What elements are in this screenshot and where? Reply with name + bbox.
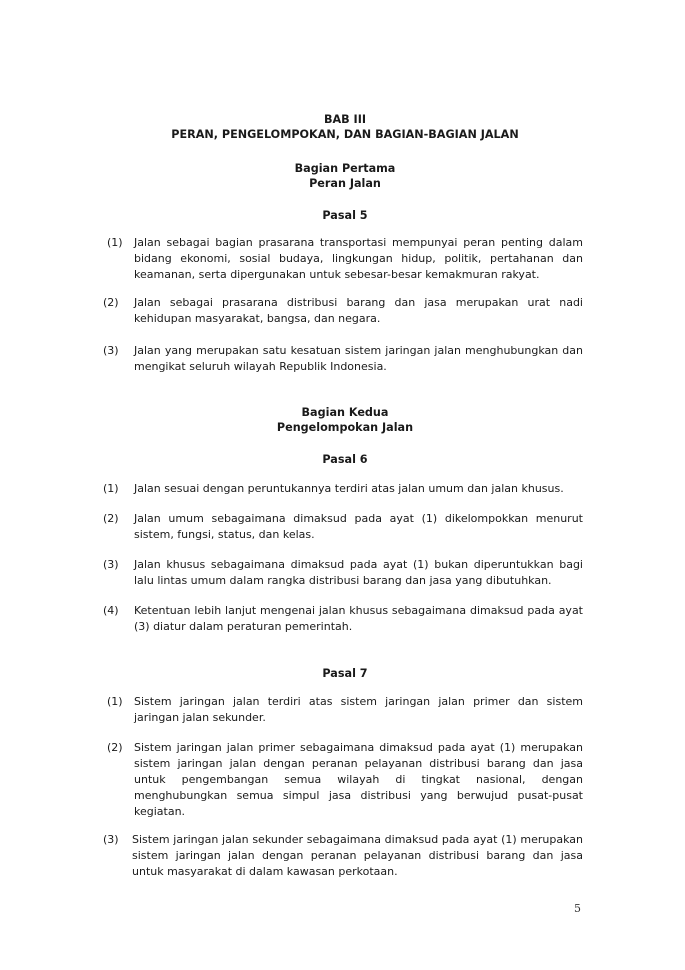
page-number: 5 (574, 902, 581, 915)
section-subheading: Pengelompokan Jalan (276, 421, 414, 434)
paragraph-text: Jalan sebagai prasarana distribusi barang dan jasa merupakan urat nadi kehidupan masyarakat, bangsa, dan negara. (134, 296, 583, 325)
article-title: Pasal 7 (322, 667, 368, 680)
paragraph-number: (3) (103, 833, 119, 846)
paragraph-text: Jalan sesuai dengan peruntukannya terdiri atas jalan umum dan jalan khusus. (134, 482, 564, 495)
paragraph-text: Jalan khusus sebagaimana dimaksud pada ayat (1) bukan diperuntukkan bagi lalu lintas umum dalam rangka distribusi barang dan jasa yang dibutuhkan. (134, 558, 583, 587)
paragraph-text: Ketentuan lebih lanjut mengenai jalan khusus sebagaimana dimaksud pada ayat (3) diatur dalam peraturan pemerintah. (134, 604, 583, 633)
paragraph-text: Sistem jaringan jalan primer sebagaimana dimaksud pada ayat (1) merupakan sistem jaringan jalan dengan peranan pelayanan distribusi barang dan jasa untuk pengembangan semua wilayah di tingkat nasional, dengan menghubungkan semua simpul jasa distribusi yang berwujud pusat-pusat kegiatan. (134, 741, 583, 818)
paragraph-number: (1) (107, 236, 123, 249)
paragraph-number: (2) (103, 296, 119, 309)
paragraph-number: (4) (103, 604, 119, 617)
paragraph-text: Jalan yang merupakan satu kesatuan sistem jaringan jalan menghubungkan dan mengikat seluruh wilayah Republik Indonesia. (134, 344, 583, 373)
paragraph-number: (1) (107, 695, 123, 708)
section-heading: Bagian Pertama (294, 162, 396, 175)
paragraph-text: Jalan sebagai bagian prasarana transportasi mempunyai peran penting dalam bidang ekonomi, sosial budaya, lingkungan hidup, politik, pertahanan dan keamanan, serta dipergunakan untuk sebesar-besar kemakmuran rakyat. (134, 236, 583, 281)
paragraph-text: Sistem jaringan jalan terdiri atas sistem jaringan jalan primer dan sistem jaringan jalan sekunder. (134, 695, 583, 724)
article-title: Pasal 5 (322, 209, 368, 222)
chapter-title: PERAN, PENGELOMPOKAN, DAN BAGIAN-BAGIAN JALAN (171, 128, 519, 141)
paragraph-number: (2) (103, 512, 119, 525)
paragraph-number: (2) (107, 741, 123, 754)
article-title: Pasal 6 (322, 453, 368, 466)
paragraph-number: (3) (103, 344, 119, 357)
paragraph-text: Sistem jaringan jalan sekunder sebagaimana dimaksud pada ayat (1) merupakan sistem jaringan jalan dengan peranan pelayanan distribusi barang dan jasa untuk masyarakat di dalam kawasan perkotaan. (132, 833, 583, 878)
paragraph-number: (1) (103, 482, 119, 495)
chapter-number: BAB III (323, 113, 367, 126)
section-heading: Bagian Kedua (301, 406, 389, 419)
paragraph-text: Jalan umum sebagaimana dimaksud pada ayat (1) dikelompokkan menurut sistem, fungsi, status, dan kelas. (134, 512, 583, 541)
paragraph-number: (3) (103, 558, 119, 571)
section-subheading: Peran Jalan (309, 177, 381, 190)
